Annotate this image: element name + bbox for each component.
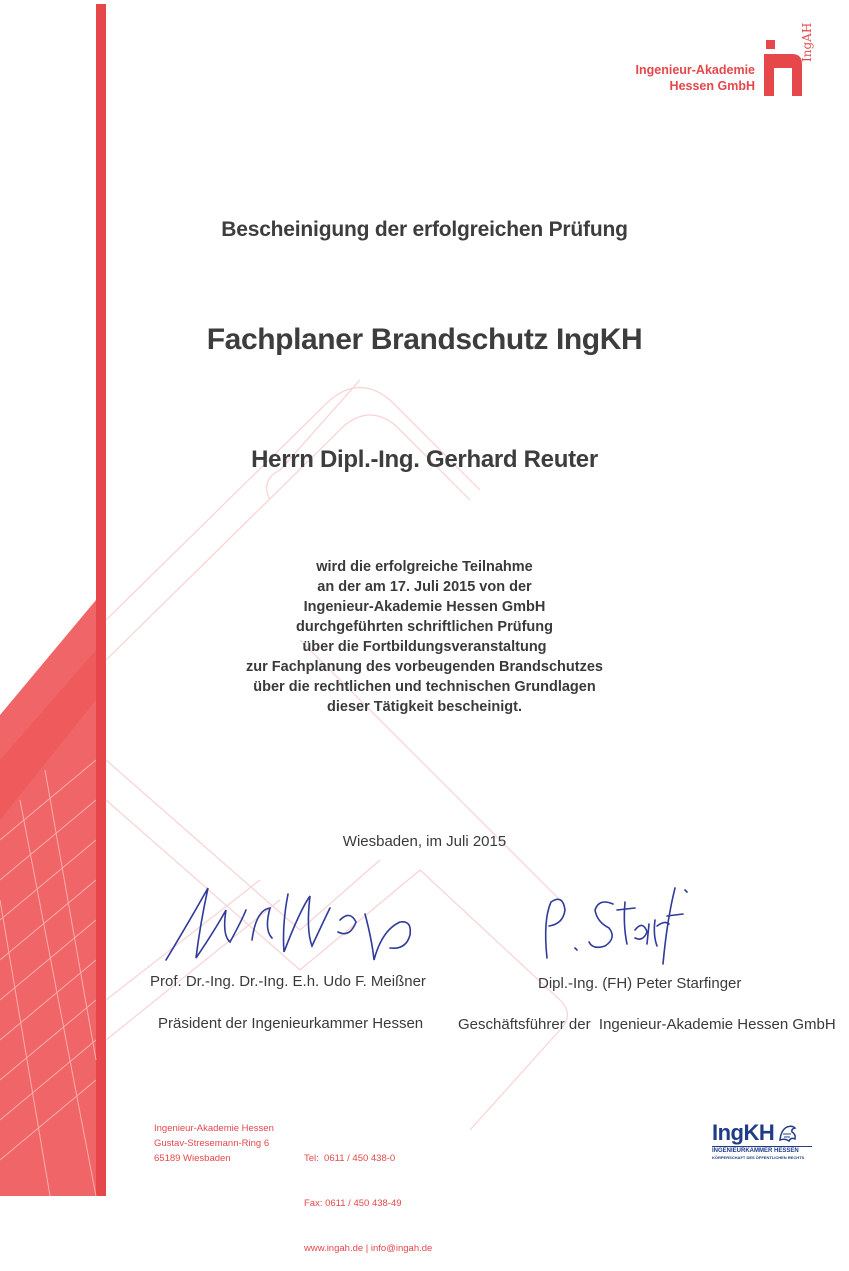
body-line: an der am 17. Juli 2015 von der: [317, 579, 532, 595]
lion-icon: [777, 1122, 799, 1144]
certificate-body: [0, 557, 849, 717]
ingkh-subtitle2: KÖRPERSCHAFT DES ÖFFENTLICHEN RECHTS: [712, 1155, 805, 1160]
body-line: durchgeführten schriftlichen Prüfung: [296, 619, 553, 635]
ingkh-wordmark: IngKH: [712, 1120, 775, 1145]
signatory-1-name: Prof. Dr.-Ing. Dr.-Ing. E.h. Udo F. Meißner: [150, 973, 426, 990]
body-line: dieser Tätigkeit bescheinigt.: [327, 699, 522, 715]
logo-name-line1: Ingenieur-Akademie: [635, 63, 755, 77]
body-line: Ingenieur-Akademie Hessen GmbH: [303, 599, 546, 615]
footer-phone: Tel: 0611 / 450 438-0: [304, 1153, 396, 1164]
certificate-title: Fachplaner Brandschutz IngKH: [206, 323, 643, 356]
certificate-heading: Bescheinigung der erfolgreichen Prüfung: [221, 218, 628, 241]
body-line: über die Fortbildungsveranstaltung: [302, 639, 547, 655]
footer-address-line: 65189 Wiesbaden: [154, 1153, 231, 1164]
body-line: über die rechtlichen und technischen Grundlagen: [253, 679, 596, 695]
footer-fax: Fax: 0611 / 450 438-49: [304, 1198, 402, 1209]
signatory-2-name: Dipl.-Ing. (FH) Peter Starfinger: [538, 975, 742, 992]
footer-web-email: www.ingah.de | info@ingah.de: [304, 1243, 433, 1254]
footer-address: [154, 1121, 274, 1166]
signature-meissner: [160, 880, 430, 970]
recipient-name: Herrn Dipl.-Ing. Gerhard Reuter: [251, 446, 598, 473]
ingkh-subtitle1: INGENIEURKAMMER HESSEN: [712, 1146, 812, 1155]
signatory-1-role: Präsident der Ingenieurkammer Hessen: [158, 1015, 424, 1032]
place-date: Wiesbaden, im Juli 2015: [342, 833, 507, 850]
ingah-logo-mark: IngAH: [800, 22, 814, 62]
ingah-logo-text: [636, 62, 755, 94]
footer-contact: [304, 1121, 432, 1271]
body-line: wird die erfolgreiche Teilnahme: [316, 559, 533, 575]
logo-name-line2: Hessen GmbH: [669, 79, 755, 93]
footer-address-line: Ingenieur-Akademie Hessen: [154, 1123, 274, 1134]
body-line: zur Fachplanung des vorbeugenden Brandschutzes: [246, 659, 603, 675]
signatory-2-role: Geschäftsführer der Ingenieur-Akademie Hessen GmbH: [458, 1016, 836, 1033]
ingkh-logo: [712, 1120, 812, 1161]
footer-address-line: Gustav-Stresemann-Ring 6: [154, 1138, 270, 1149]
signature-starfinger: [535, 880, 705, 970]
